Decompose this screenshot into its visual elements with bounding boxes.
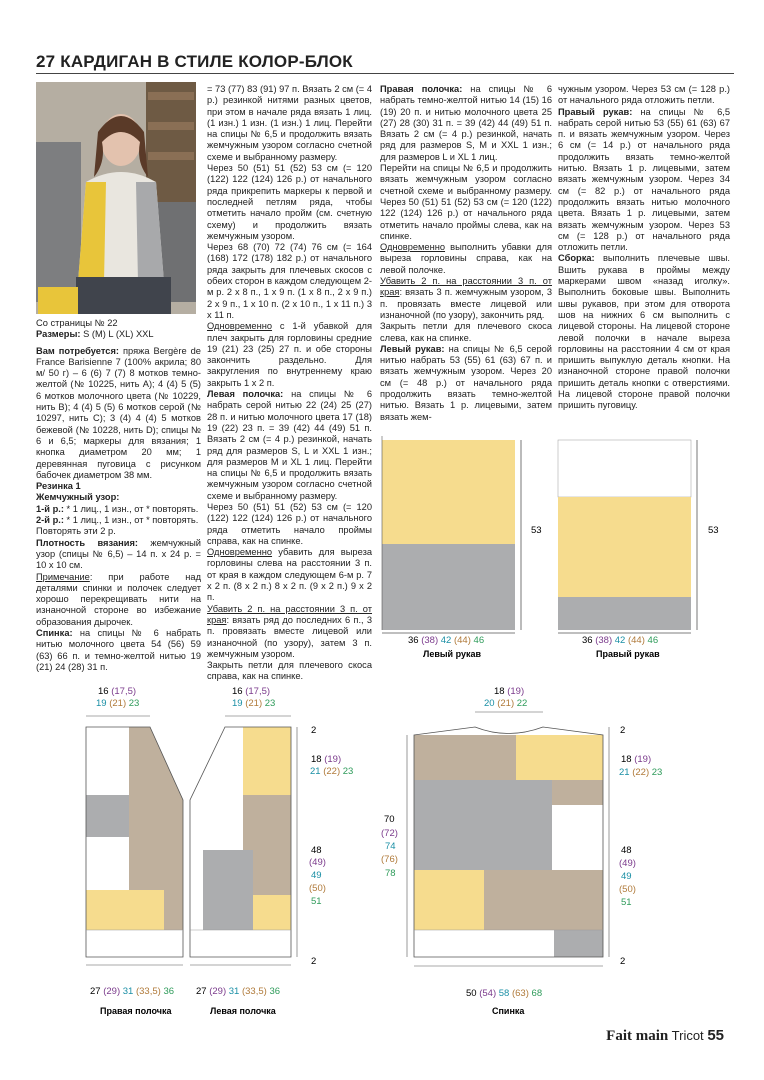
instruction-paragraph: = 73 (77) 83 (91) 97 п. Вязать 2 см (= 4 р.) резинкой нитями разных цветов, при этом в начале ряда вязать 1 лиц. (1 изн.) 1 изн. (1 изн.) 1 лиц. Перейти на спицы № 6,5 и продолжить вязать жемчужным узором согласно счетной схеме и выбранному размеру. — [207, 84, 372, 162]
back-label: Спинка — [492, 1006, 525, 1016]
instruction-paragraph: Правая полочка: на спицы № 6 набрать темно-желтой нитью 14 (15) 16 (19) 20 п. и нитью молочного цвета 25 (27) 28 (30) 31 п. = 39 (42) 44 (49) 51 п. Вязать 2 см (= 4 р.) резинкой, начать ряд для размеров S, M и XXL 1 изн.; для размеров L и XL 1 лиц. — [380, 84, 552, 162]
right-front-top: 16 (17,5) — [98, 686, 137, 697]
back-height-4: (76) — [381, 854, 398, 865]
back-rib-top: 2 — [620, 725, 626, 736]
back-bottom: 50 (54) 58 (63) 68 — [466, 988, 543, 999]
instruction-paragraph: 2-й р.: * 1 лиц., 1 изн., от * повторять. — [36, 515, 199, 526]
back-side-mid-3: 49 — [621, 871, 632, 882]
instruction-paragraph: Сборка: выполнить плечевые швы. Вшить рукава в проймы между маркерами швом «назад иголку». Выполнить боковые швы. Выполнить швы рукавов, при этом для отворота шов на нижних 6 см выполнить с лицевой стороны. На лицевой стороне левой полочки в начале выреза горловины на расстоянии 4 см от края пришить выпуклую деталь кнопки. На изнаночной стороне правой полочки пришить деталь кнопки с отверстиями. На лицевой стороне правой полочки пришить пуговицу. — [558, 253, 730, 411]
instruction-paragraph: Одновременно выполнить убавки для выреза горловины справа, как на левой полочке. — [380, 242, 552, 275]
back-height-5: 78 — [385, 868, 396, 879]
left-sleeve-height: 53 — [531, 525, 542, 536]
back-side-mid-2: (49) — [619, 858, 636, 869]
left-sleeve-diagram — [382, 436, 542, 659]
back-height-1: 70 — [384, 814, 395, 825]
from-page: Со страницы № 22 — [36, 318, 118, 328]
back-rib-bottom: 2 — [620, 956, 626, 967]
left-sleeve-label: Левый рукав — [423, 649, 481, 659]
instruction-paragraph: Левый рукав: на спицы № 6,5 серой нитью набрать 53 (55) 61 (63) 67 п. и вязать жемчужным узором. Через 20 см (= 48 р.) от начального ряда продолжить вязать темно-желтой нитью. Вязать 1 р. лицевыми, затем вязать жем- — [380, 343, 552, 422]
left-front-label: Левая полочка — [210, 1006, 276, 1016]
right-sleeve-label: Правый рукав — [596, 649, 660, 659]
right-front-top2: 19 (21) 23 — [96, 698, 140, 709]
left-front-side-top: 18 (19) — [311, 754, 342, 765]
back-height-2: (72) — [381, 828, 398, 839]
back-side-top: 18 (19) — [621, 754, 652, 765]
instruction-paragraph: Через 50 (51) 51 (52) 53 см (= 120 (122) 122 (124) 126 р.) от начального ряда прикрепить маркеры к первой и последней петлям ряда, чтобы отметить начало пройм (см. счетную схему) и продолжить вязать жемчужным узором. — [207, 163, 372, 241]
back-top: 18 (19) — [494, 686, 525, 697]
instruction-paragraph: Одновременно убавить для выреза горловины слева на расстоянии 3 п. от края в каждом следующем 6-м р. 7 х 2 п. (8 х 2 п.) 8 х 2 п. (9 х 2 п.) 9 х 2 п. — [207, 547, 372, 603]
instruction-paragraph: Через 50 (51) 51 (52) 53 см (= 120 (122) 122 (124) 126 р.) от начального ряда отметить начало проймы справа, как на спинке. — [207, 501, 372, 546]
back-diagram — [381, 686, 662, 1016]
left-front-top2: 19 (21) 23 — [232, 698, 276, 709]
instruction-paragraph: Вам потребуется: пряжа Bergère de France Barisienne 7 (100% акрила; 80 м/ 50 г) – 6 (6) 7 (7) 8 мотков темно-желтой (№ 10225, нить A); 4 (4) 5 (5) 6 мотков молочного цвета (№ 10229, нить B); 4 (4) 5 (5) 6 мотков серой (№ 10297, нить C); 3 (4) 4 (4) 5 мотков бежевой (№ 10228, нить D); спицы № 6 и 6,5; маркеры для вязания; 1 кнопка диаметром 20 мм; 1 деревянная пуговица с рисунком бабочек диаметром 38 мм. — [36, 345, 201, 480]
instruction-paragraph: Повторять эти 2 р. — [36, 526, 116, 537]
instruction-paragraph: Убавить 2 п. на расстоянии 3 п. от края: вязать ряд до последних 6 п., 3 п. провязать вместе лицевой или изнаночной (по узору), затем 3 п. жемчужным узором. — [207, 603, 372, 659]
right-sleeve-diagram — [558, 440, 719, 659]
right-front-label: Правая полочка — [100, 1006, 172, 1016]
right-front-bottom: 27 (29) 31 (33,5) 36 — [90, 986, 175, 997]
left-front-side-top2: 21 (22) 23 — [310, 766, 354, 777]
instruction-paragraph: Убавить 2 п. на расстоянии 3 п. от края: вязать 3 п. жемчужным узором, 3 п. провязать вместе лицевой или изнаночной (по узору), закончить ряд. — [380, 276, 552, 320]
instruction-paragraph: Плотность вязания: жемчужный узор (спицы № 6,5) – 14 п. х 24 р. = 10 х 10 см. — [36, 537, 201, 571]
instruction-paragraph: чужным узором. Через 53 см (= 128 р.) от начального ряда отложить петли. — [558, 84, 730, 106]
instruction-paragraph: Резинка 1 — [36, 481, 81, 492]
instruction-paragraph: 1-й р.: * 1 лиц., 1 изн., от * повторять. — [36, 503, 199, 514]
instruction-paragraph: Правый рукав: на спицы № 6,5 набрать серой нитью 53 (55) 61 (63) 67 п. и вязать жемчужным узором. Через 6 см (= 14 р.) от начального ряда продолжить вязать темно-желтой нитью. Вязать 1 р. лицевыми, затем вязать жемчужным узором. Через 34 см (= 82 р.) от начального ряда продолжить вязать нитью молочного цвета. Вязать 1 р. лицевыми, затем вязать жемчужным узором. Через 53 см (= 128 р.) от начального ряда отложить петли. — [558, 106, 730, 253]
sizes-line: Размеры: S (M) L (XL) XXL — [36, 329, 154, 340]
back-top2: 20 (21) 22 — [484, 698, 528, 709]
instruction-paragraph: Перейти на спицы № 6,5 и продолжить вязать жемчужным узором согласно счетной схеме и выбранному размеру. Через 50 (51) 51 (52) 53 см (= 120 (122) 122 (124) 126 р.) от начального ряда отметить начало проймы слева, как на спинке. — [380, 163, 552, 241]
instruction-paragraph: Примечание: при работе над деталями спинки и полочек следует хорошо перекрещивать нити на изнаночной стороне во избежание образования дырочек. — [36, 571, 201, 627]
left-front-side-mid-5: 51 — [311, 896, 322, 907]
instruction-paragraph: Левая полочка: на спицы № 6 набрать серой нитью 22 (24) 25 (27) 28 п. и нитью молочного цвета 17 (18) 19 (22) 23 п. = 39 (42) 44 (49) 51 п. Вязать 2 см (= 4 р.) резинкой, начать ряд для размеров S, L и XXL 1 изн.; для размеров M и XL 1 лиц. Перейти на спицы № 6,5 и продолжить вязать жемчужным узором согласно счетной схеме и выбранному размеру. — [207, 389, 373, 501]
left-front-diagram — [190, 686, 353, 1016]
left-front-side-mid-1: 48 — [311, 845, 322, 856]
instruction-paragraph: Через 68 (70) 72 (74) 76 см (= 164 (168) 172 (178) 182 р.) от начального ряда закрыть для плечевых скосов с обеих сторон в каждом следующем 2-м р. 2 х 8 п., 1 х 9 п. (1 х 8 п., 2 х 9 п.) 2 х 9 п., 1 х 10 п. (2 х 10 п., 1 х 11 п.) 3 х 11 п. — [207, 242, 372, 320]
instruction-paragraph: Одновременно с 1-й убавкой для плеч закрыть для горловины средние 19 (21) 23 (25) 27 п. и обе стороны закончить раздельно. Для закругления по внутреннему краю закрыть 1 х 2 п. — [207, 321, 372, 388]
article-number: 27 — [36, 52, 56, 71]
left-sleeve-width: 36 (38) 42 (44) 46 — [408, 635, 485, 646]
right-sleeve-height: 53 — [708, 525, 719, 536]
right-sleeve-width: 36 (38) 42 (44) 46 — [582, 635, 659, 646]
left-front-top: 16 (17,5) — [232, 686, 271, 697]
page-footer — [606, 1027, 724, 1045]
instruction-paragraph: Закрыть петли для плечевого скоса справа, как на спинке. — [207, 660, 372, 682]
left-front-side-mid-3: 49 — [311, 870, 322, 881]
left-front-side-mid-2: (49) — [309, 857, 326, 868]
instruction-paragraph: Закрыть петли для плечевого скоса слева, как на спинке. — [380, 321, 552, 343]
magazine-section: Tricot — [671, 1028, 704, 1043]
instruction-paragraph: Жемчужный узор: — [36, 492, 120, 503]
back-side-mid-1: 48 — [621, 845, 632, 856]
left-front-bottom: 27 (29) 31 (33,5) 36 — [196, 986, 281, 997]
article-heading: КАРДИГАН В СТИЛЕ КОЛОР-БЛОК — [60, 52, 353, 71]
magazine-brand: Fait main — [606, 1028, 669, 1044]
back-side-mid-4: (50) — [619, 884, 636, 895]
back-height-3: 74 — [385, 841, 396, 852]
page-number: 55 — [707, 1027, 724, 1044]
instruction-paragraph: Спинка: на спицы № 6 набрать нитью молочного цвета 54 (56) 59 (63) 66 п. и темно-желтой нитью 19 (21) 24 (28) 31 п. — [36, 628, 201, 672]
back-side-mid-5: 51 — [621, 897, 632, 908]
left-front-rib-top: 2 — [311, 725, 317, 736]
right-front-diagram — [86, 686, 183, 1016]
back-side-top2: 21 (22) 23 — [619, 767, 663, 778]
left-front-rib-bottom: 2 — [311, 956, 317, 967]
left-front-side-mid-4: (50) — [309, 883, 326, 894]
